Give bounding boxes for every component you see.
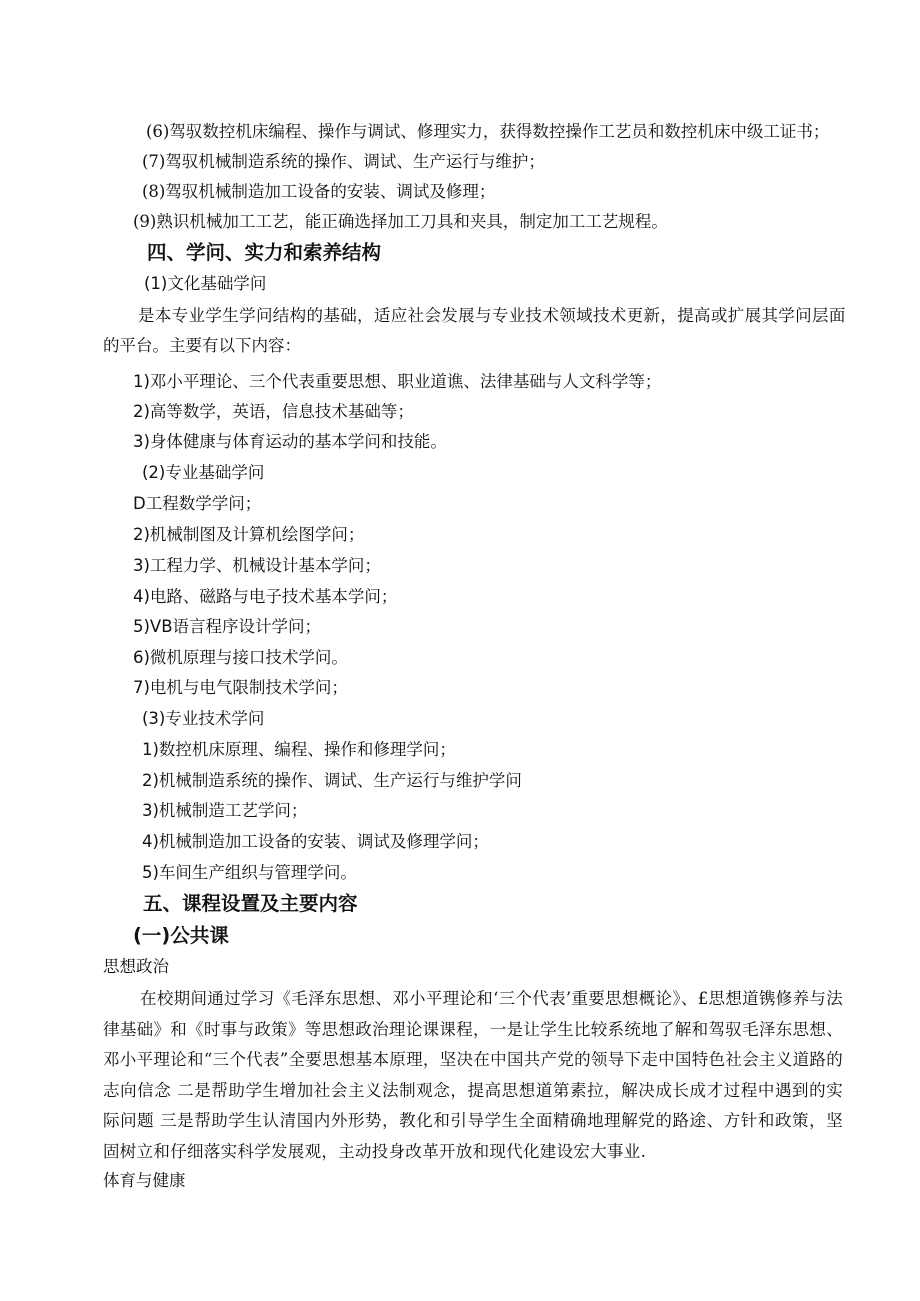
pe-health-title: 体育与健康: [103, 1171, 186, 1190]
skill-item-8: (8)驾驭机械制造加工设备的安装、调试及修理；: [142, 182, 496, 201]
basics-item-4: 4)电路、磁路与电子技术基本学问；: [133, 587, 398, 606]
basics-item-5: 5)VB语言程序设计学问；: [133, 617, 322, 636]
culture-basics-title: (1)文化基础学问: [144, 274, 267, 293]
culture-item-3: 3)身体健康与体育运动的基本学问和技能。: [133, 432, 447, 451]
tech-item-5: 5)车间生产组织与管理学问。: [142, 863, 357, 882]
culture-item-1: 1)邓小平理论、三个代表重要思想、职业道谯、法律基础与人文科学等；: [133, 372, 662, 391]
basics-item-1: D工程数学学问；: [133, 494, 262, 513]
skill-item-7: (7)驾驭机械制造系统的操作、调试、生产运行与维护；: [142, 152, 545, 171]
politics-title: 思想政治: [103, 957, 169, 976]
basics-item-6: 6)微机原理与接口技术学问。: [133, 648, 348, 667]
culture-intro-line-1: 是本专业学生学问结构的基础，适应社会发展与专业技术领域技术更新，提高或扩展其学问层面: [138, 306, 846, 325]
politics-paragraph: 在校期间通过学习《毛泽东思想、邓小平理论和‘三个代表’重要思想概论》、£思想道镌修养与法律基础》和《时事与政策》等思想政治理论课课程，一是让学生比较系统地了解和驾驭毛泽东思想、邓小平理论和“三个代表”全要思想基本原理，坚决在中国共产党的领导下走中国特色社会主义道路的志向信念 二是帮助学生增加社会主义法制观念，提高思想道第素拉，解决成长成才过程中遇到的实际问题 三是帮助学生认清国内外形势，教化和引导学生全面精确地理解党的路途、方针和政策，坚固树立和仔细落实科学发展观，主动投身改革开放和现代化建设宏大事业.: [103, 989, 843, 1161]
culture-item-2: 2)高等数学，英语，信息技术基础等；: [133, 402, 414, 421]
basics-item-3: 3)工程力学、机械设计基本学问；: [133, 556, 381, 575]
section-4-heading: 四、学问、实力和索养结构: [147, 241, 382, 264]
skill-item-6: (6)驾驭数控机床编程、操作与调试、修理实力，获得数控操作工艺员和数控机床中级工证书；: [146, 122, 830, 141]
professional-basics-title: (2)专业基础学问: [142, 463, 265, 482]
skill-item-9: (9)熟识机械加工工艺，能正确选择加工刀具和夹具，制定加工工艺规程。: [133, 212, 668, 231]
basics-item-7: 7)电机与电气限制技术学问；: [133, 678, 348, 697]
public-courses-heading: (一)公共课: [133, 924, 229, 947]
basics-item-2: 2)机械制图及计算机绘图学问；: [133, 525, 365, 544]
tech-item-1: 1)数控机床原理、编程、操作和修理学问；: [142, 740, 456, 759]
culture-intro-line-2: 的平台。主要有以下内容：: [103, 336, 301, 355]
section-5-heading: 五、课程设置及主要内容: [143, 892, 358, 915]
professional-tech-title: (3)专业技术学问: [142, 709, 265, 728]
tech-item-4: 4)机械制造加工设备的安装、调试及修理学问；: [142, 832, 489, 851]
tech-item-2: 2)机械制造系统的操作、调试、生产运行与维护学问: [142, 771, 522, 790]
tech-item-3: 3)机械制造工艺学问；: [142, 801, 308, 820]
